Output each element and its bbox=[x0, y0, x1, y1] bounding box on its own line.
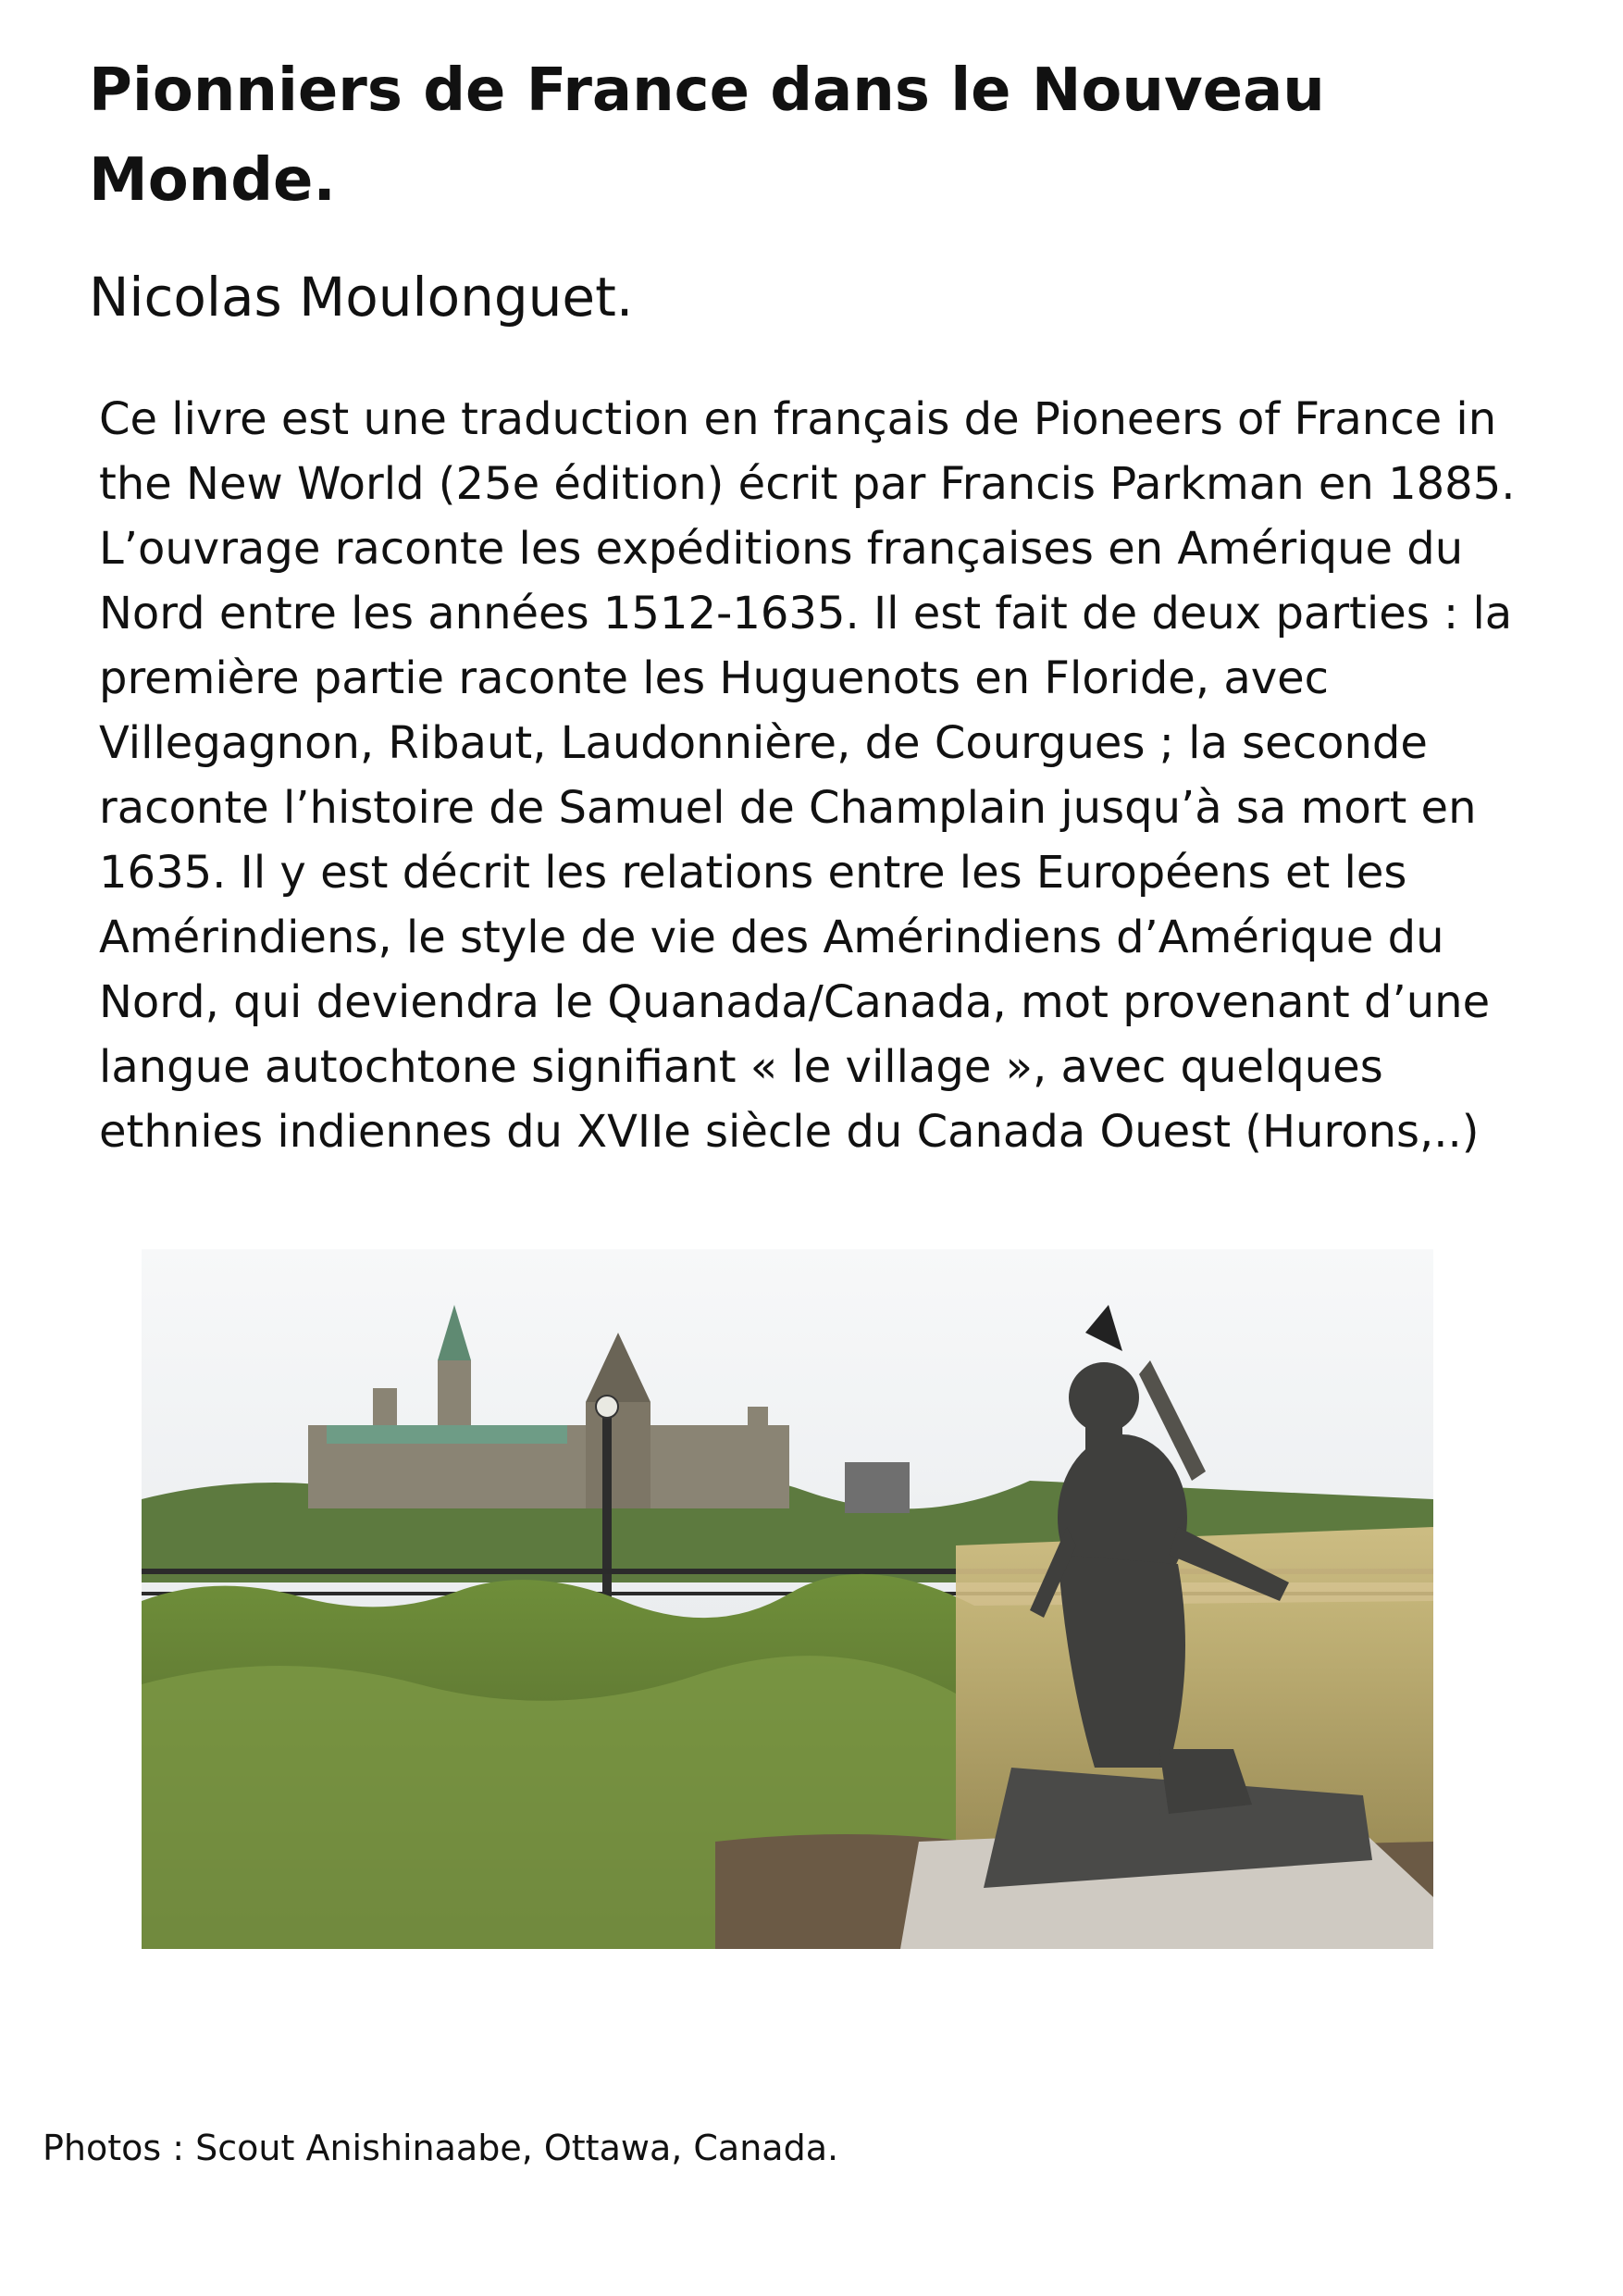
statue-photo bbox=[142, 1249, 1433, 1949]
document-title: Pionniers de France dans le Nouveau Monde. bbox=[89, 56, 1325, 215]
photo-caption: Photos : Scout Anishinaabe, Ottawa, Canada. bbox=[43, 2128, 839, 2168]
lamp-post bbox=[602, 1411, 612, 1606]
author-name: Nicolas Moulonguet. bbox=[89, 266, 634, 329]
summary-paragraph: Ce livre est une traduction en français de Pioneers of France in the New World (25e édition) écrit par Francis Parkman en 1885. L’ouvrage raconte les expéditions françaises en Amérique du Nord entre les années 1512-1635. Il est fait de deux parties : la première partie raconte les Huguenots en Floride, avec Villegagnon, Ribaut, Laudonnière, de Courgues ; la seconde raconte l’histoire de Samuel de Champlain jusqu’à sa mort en 1635. Il y est décrit les relations entre les Européens et les Amérindiens, le style de vie des Amérindiens d’Amérique du Nord, qui deviendra le Quanada/Canada, mot provenant d’une langue autochtone signifiant « le village », avec quelques ethnies indiennes du XVIIe siècle du Canada Ouest (Hurons,..) bbox=[99, 393, 1516, 1158]
